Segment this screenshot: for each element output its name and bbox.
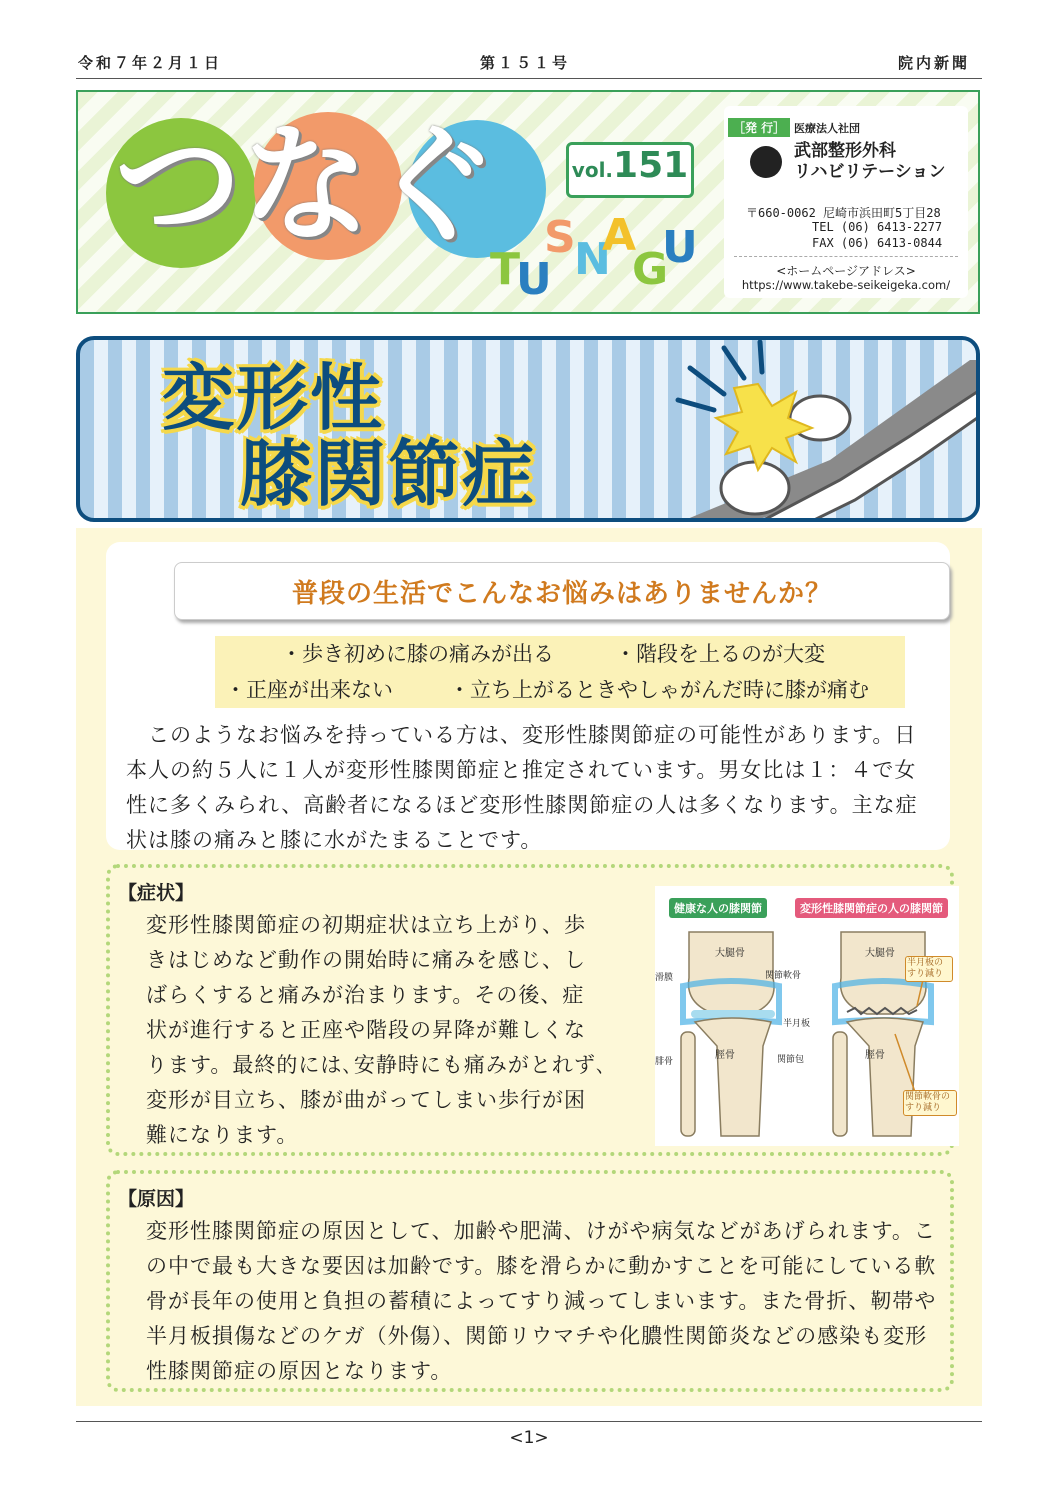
intro-line: 本人の約５人に１人が変形性膝関節症と推定されています。男女比は１：４で女 xyxy=(126,758,917,782)
fibula-label: 腓骨 xyxy=(655,1057,674,1067)
fax: FAX (06) 6413-0844 xyxy=(812,236,943,250)
pub-divider xyxy=(734,256,958,257)
symptoms-text xyxy=(146,908,616,1153)
knee-pain-illustration xyxy=(640,340,980,522)
tibia-label-healthy: 脛骨 xyxy=(715,1050,735,1061)
paper-type: 院内新聞 xyxy=(898,54,971,72)
question-card xyxy=(106,542,950,850)
banner-title-line1: 変形性 xyxy=(162,356,385,440)
symptom-item: ・歩き初めに膝の痛みが出る xyxy=(281,642,554,666)
cartilage-label: 関節軟骨 xyxy=(765,971,802,981)
femur-label-healthy: 大腿骨 xyxy=(715,948,745,959)
symptoms-line: 難になります。 xyxy=(146,1123,299,1147)
title-banner xyxy=(76,336,980,522)
publisher-tag: ［発 行］ xyxy=(728,118,790,137)
cartilage-worn-label: 関節軟骨のすり減り xyxy=(903,1090,957,1116)
romaji-logo: T U S N A G U xyxy=(490,210,698,305)
symptoms-line: 変形性膝関節症の初期症状は立ち上がり、歩 xyxy=(146,913,586,937)
causes-line: 性膝関節症の原因となります。 xyxy=(146,1359,453,1383)
capsule-label: 関節包 xyxy=(777,1055,805,1065)
meniscus-label: 半月板 xyxy=(783,1019,811,1029)
symptom-item: ・正座が出来ない xyxy=(225,678,393,702)
question-title: 普段の生活でこんなお悩みはありませんか？ xyxy=(174,562,950,620)
vol-number: 151 xyxy=(613,145,689,186)
tibia-label-oa: 脛骨 xyxy=(865,1050,885,1061)
issue-number: 第１５１号 xyxy=(480,54,571,72)
org-subname: リハビリテーション xyxy=(794,162,946,182)
header-divider xyxy=(76,78,982,79)
volume-box xyxy=(566,142,694,198)
symptoms-section xyxy=(106,864,954,1156)
symptoms-line: 変形が目立ち、膝が曲がってしまい歩行が困 xyxy=(146,1088,586,1112)
homepage-url[interactable]: https://www.takebe-seikeigeka.com/ xyxy=(741,278,951,292)
publisher-box xyxy=(724,106,968,298)
page-number: <1> xyxy=(509,1428,549,1448)
causes-line: 半月板損傷などのケガ（外傷）、関節リウマチや化膿性関節炎などの感染も変形 xyxy=(146,1324,928,1348)
causes-line: の中で最も大きな要因は加齢です。膝を滑らかに動かすことを可能にしている軟 xyxy=(146,1254,937,1278)
oa-knee-label: 変形性膝関節症の人の膝関節 xyxy=(795,898,948,918)
intro-line: このようなお悩みを持っている方は、変形性膝関節症の可能性があります。日 xyxy=(126,723,917,747)
main-panel xyxy=(76,528,982,1406)
causes-section xyxy=(106,1170,954,1392)
meniscus-worn-label: 半月板のすり減り xyxy=(905,956,953,982)
symptoms-line: ります。最終的には､安静時にも痛みがとれず､ xyxy=(146,1053,608,1077)
intro-paragraph xyxy=(126,718,956,858)
symptom-list xyxy=(215,636,905,708)
causes-text xyxy=(146,1214,954,1389)
address: 〒660-0062 尼崎市浜田町5丁目28 xyxy=(746,206,941,220)
symptom-item: ・階段を上るのが大変 xyxy=(615,642,825,666)
symptoms-line: きはじめなど動作の開始時に痛みを感じ、し xyxy=(146,948,586,972)
masthead-title: つなぐ xyxy=(114,111,499,260)
vol-prefix: vol. xyxy=(571,158,614,182)
synovium-label: 滑膜 xyxy=(655,973,674,983)
causes-line: 骨が長年の使用と負担の蓄積によってすり減ってしまいます。また骨折、靭帯や xyxy=(146,1289,937,1313)
causes-line: 変形性膝関節症の原因として、加齢や肥満、けがや病気などがあげられます。こ xyxy=(146,1219,936,1243)
symptom-item: ・立ち上がるときやしゃがんだ時に膝が痛む xyxy=(449,678,869,702)
symptoms-heading: 【症状】 xyxy=(118,882,195,904)
symptoms-line: ばらくすると痛みが治まります。その後、症 xyxy=(146,983,585,1007)
intro-line: 性に多くみられ、高齢者になるほど変形性膝関節症の人は多くなります。主な症 xyxy=(126,793,918,817)
banner-title-line2: 膝関節症 xyxy=(240,432,537,516)
causes-heading: 【原因】 xyxy=(118,1188,195,1210)
healthy-knee-label: 健康な人の膝関節 xyxy=(669,898,767,918)
org-name: 武部整形外科 xyxy=(794,141,896,161)
masthead xyxy=(76,90,980,314)
knee-figure xyxy=(655,886,959,1146)
intro-line: 状は膝の痛みと膝に水がたまることです。 xyxy=(126,828,543,852)
femur-label-oa: 大腿骨 xyxy=(865,948,895,959)
issue-date: 令和７年２月１日 xyxy=(78,54,223,72)
homepage-label: <ホームページアドレス> xyxy=(776,264,916,278)
symptoms-line: 状が進行すると正座や階段の昇降が難しくな xyxy=(146,1018,586,1042)
tel: TEL (06) 6413-2277 xyxy=(812,220,943,234)
clinic-logo-icon xyxy=(750,146,782,178)
romaji-text xyxy=(490,208,495,209)
footer-divider xyxy=(76,1421,982,1422)
org-type: 医療法人社団 xyxy=(794,122,860,135)
